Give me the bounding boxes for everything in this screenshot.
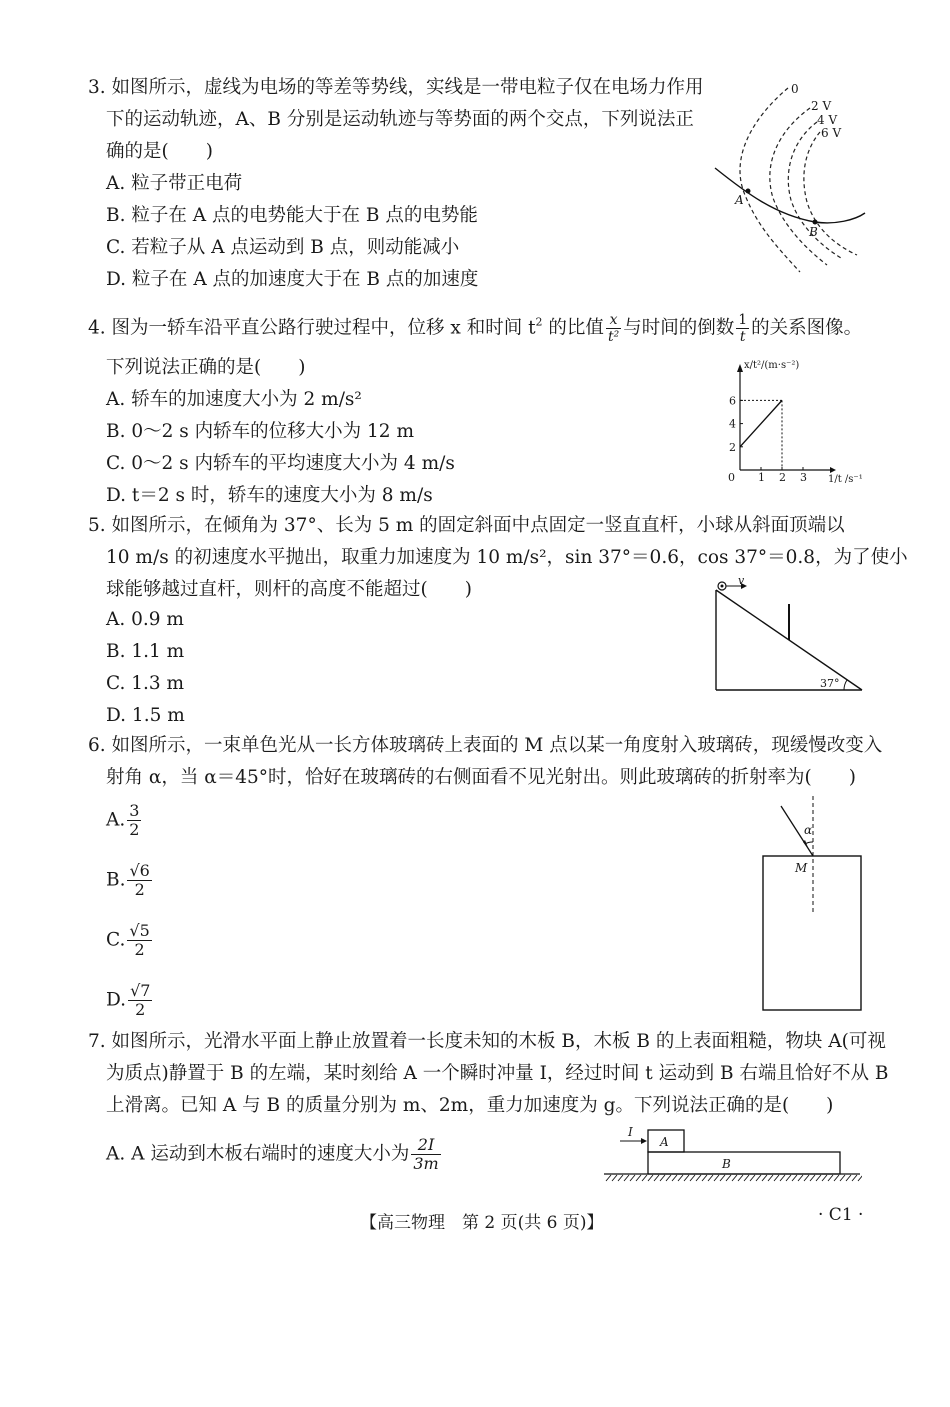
hatch-line bbox=[702, 1175, 707, 1181]
hatch-line bbox=[714, 1175, 719, 1181]
hatch-line bbox=[606, 1175, 611, 1181]
label-point-b: B bbox=[809, 225, 818, 239]
y-axis-label: x/t²/(m·s⁻²) bbox=[744, 360, 800, 371]
ground-hatching bbox=[606, 1175, 862, 1181]
q6-option-a[interactable]: A. $\frac{3}{2}$ bbox=[106, 801, 140, 839]
q4-line-2: 下列说法正确的是( ) bbox=[106, 357, 306, 378]
q5-line-3: 球能够越过直杆，则杆的高度不能超过( ) bbox=[106, 579, 472, 600]
hatch-line bbox=[732, 1175, 737, 1181]
q4-line-1 bbox=[88, 312, 862, 345]
hatch-line bbox=[792, 1175, 797, 1181]
hatch-line bbox=[798, 1175, 803, 1181]
hatch-line bbox=[834, 1175, 839, 1181]
q5-option-c[interactable]: C. 1.3 m bbox=[106, 673, 185, 694]
alpha-arc bbox=[805, 842, 813, 844]
q3-option-b[interactable]: B. 粒子在 A 点的电势能大于在 B 点的电势能 bbox=[106, 205, 478, 226]
hatch-line bbox=[636, 1175, 641, 1181]
label-2v: 2 V bbox=[811, 99, 832, 113]
q6-option-d[interactable]: D. $\frac{√7}{2}$ bbox=[106, 981, 151, 1019]
hatch-line bbox=[618, 1175, 623, 1181]
q5-line-1: 5. 如图所示，在倾角为 37°、长为 5 m 的固定斜面中点固定一竖直直杆，小球从斜面顶端以 bbox=[88, 515, 845, 536]
hatch-line bbox=[630, 1175, 635, 1181]
hatch-line bbox=[678, 1175, 683, 1181]
hatch-line bbox=[786, 1175, 791, 1181]
q5-option-d[interactable]: D. 1.5 m bbox=[106, 705, 185, 726]
q4-stem-a: 4. 图为一轿车沿平直公路行驶过程中，位移 x 和时间 t bbox=[88, 317, 536, 339]
y-tick-label: 6 bbox=[729, 394, 736, 408]
label-0v: 0 bbox=[791, 82, 799, 96]
page-footer: 【高三物理 第 2 页(共 6 页)】 bbox=[360, 1213, 604, 1233]
hatch-line bbox=[624, 1175, 629, 1181]
board-b-label: B bbox=[722, 1157, 731, 1171]
equipotential-2v bbox=[770, 108, 827, 265]
q6-option-c[interactable]: C. $\frac{√5}{2}$ bbox=[106, 921, 150, 959]
hatch-line bbox=[774, 1175, 779, 1181]
hatch-line bbox=[648, 1175, 653, 1181]
label-4v: 4 V bbox=[817, 113, 838, 127]
hatch-line bbox=[666, 1175, 671, 1181]
q4-option-c[interactable]: C. 0～2 s 内轿车的平均速度大小为 4 m/s bbox=[106, 453, 455, 474]
q3-line-2: 下的运动轨迹，A、B 分别是运动轨迹与等势面的两个交点，下列说法正 bbox=[106, 109, 694, 130]
x-axis-arrow bbox=[830, 467, 836, 473]
q3-line-1: 3. 如图所示，虚线为电场的等差等势线，实线是一带电粒子仅在电场力作用 bbox=[88, 77, 704, 98]
block-a-label: A bbox=[660, 1135, 669, 1149]
q5-option-a[interactable]: A. 0.9 m bbox=[106, 609, 184, 630]
q3-line-3: 确的是( ) bbox=[106, 141, 213, 162]
q4-option-a[interactable]: A. 轿车的加速度大小为 2 m/s² bbox=[106, 389, 362, 410]
q4-t-exponent: 2 bbox=[535, 315, 543, 329]
q6-line-2: 射角 α，当 α＝45°时，恰好在玻璃砖的右侧面看不见光射出。则此玻璃砖的折射率为( ) bbox=[106, 767, 856, 788]
q5-line-2: 10 m/s 的初速度水平抛出，取重力加速度为 10 m/s²，sin 37°＝0.6，cos 37°＝0.8，为了使小 bbox=[106, 547, 908, 568]
q4-stem-c: 与时间的倒数 bbox=[623, 317, 735, 339]
q3-option-c[interactable]: C. 若粒子从 A 点运动到 B 点，则动能减小 bbox=[106, 237, 460, 258]
hatch-line bbox=[690, 1175, 695, 1181]
glass-brick bbox=[763, 856, 861, 1010]
x-tick-label: 1 bbox=[758, 471, 765, 484]
hatch-line bbox=[846, 1175, 851, 1181]
hatch-line bbox=[816, 1175, 821, 1181]
hatch-line bbox=[780, 1175, 785, 1181]
q5-incline-figure bbox=[708, 576, 868, 696]
hatch-line bbox=[612, 1175, 617, 1181]
hatch-line bbox=[804, 1175, 809, 1181]
q5-option-b[interactable]: B. 1.1 m bbox=[106, 641, 185, 662]
q7-line-1: 7. 如图所示，光滑水平面上静止放置着一长度未知的木板 B，木板 B 的上表面粗糙，物块 A(可视 bbox=[88, 1031, 886, 1052]
angle-label: 37° bbox=[820, 677, 840, 690]
point-b-dot bbox=[813, 220, 818, 225]
q4-fraction-1-t: $\frac{1}{t}$ bbox=[738, 312, 748, 345]
hatch-line bbox=[822, 1175, 827, 1181]
ray-arrow bbox=[803, 840, 809, 850]
q6-glass-brick-figure bbox=[755, 792, 867, 1014]
hatch-line bbox=[720, 1175, 725, 1181]
q7-line-3: 上滑离。已知 A 与 B 的质量分别为 m、2m，重力加速度为 g。下列说法正确的是( ) bbox=[106, 1095, 834, 1116]
hatch-line bbox=[852, 1175, 857, 1181]
q3-option-d[interactable]: D. 粒子在 A 点的加速度大于在 B 点的加速度 bbox=[106, 269, 479, 290]
hatch-line bbox=[708, 1175, 713, 1181]
hatch-line bbox=[726, 1175, 731, 1181]
hatch-line bbox=[810, 1175, 815, 1181]
q3-equipotential-figure bbox=[705, 80, 870, 280]
x-axis-label: 1/t /s⁻¹ bbox=[828, 474, 863, 485]
q3-option-a[interactable]: A. 粒子带正电荷 bbox=[106, 173, 243, 194]
hatch-line bbox=[858, 1175, 862, 1181]
hatch-line bbox=[696, 1175, 701, 1181]
velocity-label: v bbox=[738, 576, 745, 587]
alpha-label: α bbox=[804, 823, 813, 837]
y-tick-label: 2 bbox=[729, 440, 736, 454]
point-a-dot bbox=[746, 189, 751, 194]
hatch-line bbox=[750, 1175, 755, 1181]
q4-stem-d: 的关系图像。 bbox=[751, 317, 863, 339]
q4-chart bbox=[722, 352, 872, 487]
x-tick-label: 0 bbox=[728, 471, 735, 484]
series-line bbox=[740, 400, 782, 446]
hatch-line bbox=[762, 1175, 767, 1181]
board-b bbox=[648, 1152, 840, 1174]
hatch-line bbox=[654, 1175, 659, 1181]
label-point-a: A bbox=[735, 193, 744, 207]
x-tick-label: 3 bbox=[800, 471, 807, 484]
hatch-line bbox=[672, 1175, 677, 1181]
x-tick-label: 2 bbox=[779, 471, 786, 484]
q7-line-2: 为质点)静置于 B 的左端，某时刻给 A 一个瞬时冲量 I，经过时间 t 运动到 B 右端且恰好不从 B bbox=[106, 1063, 889, 1084]
label-6v: 6 V bbox=[821, 126, 842, 140]
y-axis-arrow bbox=[737, 364, 743, 372]
q6-line-1: 6. 如图所示，一束单色光从一长方体玻璃砖上表面的 M 点以某一角度射入玻璃砖，现缓慢改变入 bbox=[88, 735, 883, 756]
hatch-line bbox=[756, 1175, 761, 1181]
hatch-line bbox=[828, 1175, 833, 1181]
paper-code: · C1 · bbox=[818, 1205, 864, 1225]
y-tick-label: 4 bbox=[729, 417, 736, 431]
q7-board-figure bbox=[602, 1120, 862, 1184]
hatch-line bbox=[660, 1175, 665, 1181]
impulse-label: I bbox=[628, 1125, 633, 1139]
point-m-label: M bbox=[795, 861, 808, 875]
q4-stem-b: 的比值 bbox=[542, 317, 604, 339]
hatch-line bbox=[684, 1175, 689, 1181]
hatch-line bbox=[768, 1175, 773, 1181]
hatch-line bbox=[642, 1175, 647, 1181]
hatch-line bbox=[738, 1175, 743, 1181]
angle-arc bbox=[844, 680, 847, 690]
hatch-line bbox=[840, 1175, 845, 1181]
q4-option-b[interactable]: B. 0～2 s 内轿车的位移大小为 12 m bbox=[106, 421, 414, 442]
q6-option-b[interactable]: B. $\frac{√6}{2}$ bbox=[106, 861, 150, 899]
q7-option-a[interactable]: A. A 运动到木板右端时的速度大小为 $\frac{2I}{3m}$ bbox=[106, 1135, 439, 1173]
q4-fraction-x-t2: $\frac{x}{\text{t²}}$ bbox=[607, 312, 620, 345]
hatch-line bbox=[744, 1175, 749, 1181]
q4-option-d[interactable]: D. t＝2 s 时，轿车的速度大小为 8 m/s bbox=[106, 485, 433, 506]
